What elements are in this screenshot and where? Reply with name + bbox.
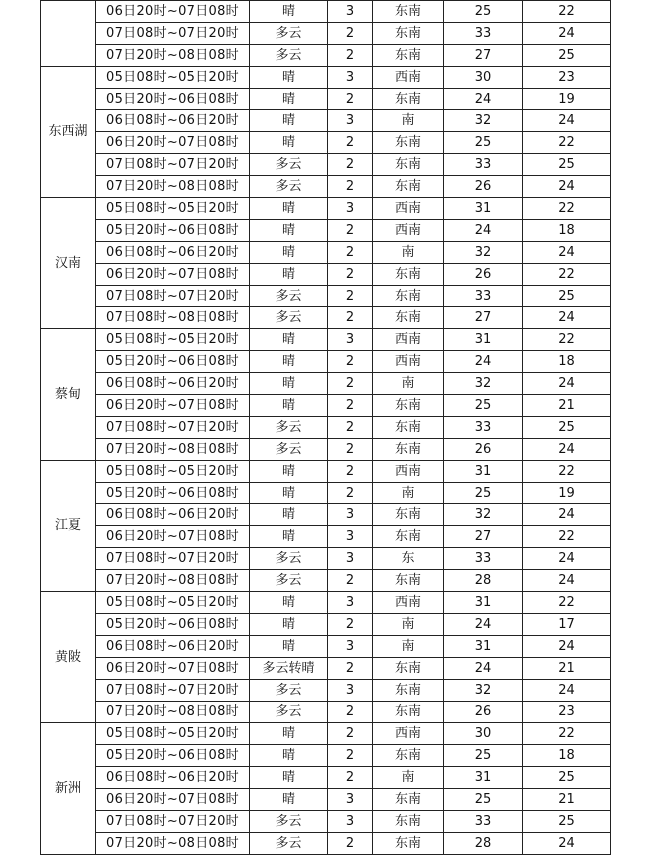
table-row — [41, 679, 611, 701]
table-row — [41, 22, 611, 44]
weather-cell: 多云 — [250, 154, 328, 176]
period-cell: 07日08时~07日20时 — [96, 285, 250, 307]
period-cell: 07日20时~08日08时 — [96, 176, 250, 198]
wind-direction-cell: 东南 — [373, 395, 444, 417]
temp-high-cell: 32 — [444, 504, 523, 526]
temp-low-cell: 24 — [523, 438, 611, 460]
weather-cell: 多云 — [250, 832, 328, 854]
table-row — [41, 110, 611, 132]
period-cell: 06日08时~06日20时 — [96, 373, 250, 395]
weather-cell: 多云 — [250, 810, 328, 832]
temp-high-cell: 26 — [444, 176, 523, 198]
table-row — [41, 548, 611, 570]
period-cell: 05日08时~05日20时 — [96, 460, 250, 482]
temp-high-cell: 31 — [444, 460, 523, 482]
wind-level-cell: 2 — [328, 767, 373, 789]
temp-high-cell: 33 — [444, 810, 523, 832]
temp-high-cell: 24 — [444, 219, 523, 241]
temp-low-cell: 18 — [523, 745, 611, 767]
wind-level-cell: 3 — [328, 66, 373, 88]
weather-cell: 晴 — [250, 526, 328, 548]
period-cell: 05日20时~06日08时 — [96, 219, 250, 241]
period-cell: 07日08时~07日20时 — [96, 22, 250, 44]
table-row — [41, 460, 611, 482]
wind-level-cell: 2 — [328, 373, 373, 395]
wind-direction-cell: 西南 — [373, 351, 444, 373]
weather-cell: 晴 — [250, 1, 328, 23]
temp-high-cell: 26 — [444, 263, 523, 285]
wind-direction-cell: 东南 — [373, 504, 444, 526]
table-row — [41, 416, 611, 438]
table-row — [41, 701, 611, 723]
temp-high-cell: 32 — [444, 110, 523, 132]
period-cell: 05日20时~06日08时 — [96, 745, 250, 767]
temp-high-cell: 33 — [444, 416, 523, 438]
period-cell: 05日20时~06日08时 — [96, 88, 250, 110]
temp-low-cell: 25 — [523, 416, 611, 438]
temp-low-cell: 22 — [523, 198, 611, 220]
forecast-table-body — [41, 1, 611, 855]
table-row — [41, 832, 611, 854]
wind-level-cell: 2 — [328, 832, 373, 854]
wind-level-cell: 2 — [328, 723, 373, 745]
table-row — [41, 66, 611, 88]
wind-direction-cell: 东南 — [373, 526, 444, 548]
table-row — [41, 789, 611, 811]
temp-low-cell: 19 — [523, 482, 611, 504]
temp-low-cell: 24 — [523, 832, 611, 854]
weather-cell: 多云 — [250, 176, 328, 198]
weather-cell: 晴 — [250, 373, 328, 395]
wind-direction-cell: 东南 — [373, 416, 444, 438]
weather-cell: 多云 — [250, 285, 328, 307]
period-cell: 06日20时~07日08时 — [96, 1, 250, 23]
period-cell: 07日08时~08日08时 — [96, 307, 250, 329]
wind-direction-cell: 东南 — [373, 154, 444, 176]
table-row — [41, 329, 611, 351]
wind-level-cell: 3 — [328, 1, 373, 23]
weather-cell: 多云 — [250, 701, 328, 723]
wind-direction-cell: 南 — [373, 482, 444, 504]
temp-low-cell: 25 — [523, 810, 611, 832]
weather-cell: 晴 — [250, 635, 328, 657]
wind-level-cell: 2 — [328, 395, 373, 417]
period-cell: 06日20时~07日08时 — [96, 789, 250, 811]
period-cell: 07日20时~08日08时 — [96, 701, 250, 723]
temp-low-cell: 22 — [523, 723, 611, 745]
table-row — [41, 504, 611, 526]
period-cell: 06日20时~07日08时 — [96, 395, 250, 417]
temp-low-cell: 22 — [523, 1, 611, 23]
temp-high-cell: 33 — [444, 154, 523, 176]
weather-cell: 晴 — [250, 329, 328, 351]
table-row — [41, 723, 611, 745]
weather-cell: 多云 — [250, 44, 328, 66]
wind-level-cell: 3 — [328, 548, 373, 570]
weather-cell: 多云 — [250, 22, 328, 44]
temp-low-cell: 25 — [523, 44, 611, 66]
wind-direction-cell: 东南 — [373, 285, 444, 307]
wind-direction-cell: 东南 — [373, 570, 444, 592]
temp-high-cell: 26 — [444, 438, 523, 460]
weather-cell: 多云 — [250, 307, 328, 329]
table-row — [41, 810, 611, 832]
temp-high-cell: 31 — [444, 635, 523, 657]
wind-level-cell: 3 — [328, 810, 373, 832]
table-row — [41, 219, 611, 241]
table-row — [41, 767, 611, 789]
wind-direction-cell: 南 — [373, 373, 444, 395]
wind-level-cell: 2 — [328, 88, 373, 110]
weather-cell: 晴 — [250, 613, 328, 635]
period-cell: 05日08时~05日20时 — [96, 723, 250, 745]
weather-cell: 晴 — [250, 241, 328, 263]
wind-direction-cell: 南 — [373, 110, 444, 132]
district-cell: 黄陂 — [41, 592, 96, 723]
period-cell: 05日08时~05日20时 — [96, 592, 250, 614]
wind-level-cell: 3 — [328, 198, 373, 220]
temp-low-cell: 24 — [523, 504, 611, 526]
wind-level-cell: 2 — [328, 219, 373, 241]
weather-cell: 多云 — [250, 548, 328, 570]
period-cell: 07日08时~07日20时 — [96, 548, 250, 570]
table-row — [41, 44, 611, 66]
wind-direction-cell: 东南 — [373, 44, 444, 66]
temp-low-cell: 22 — [523, 460, 611, 482]
wind-level-cell: 2 — [328, 176, 373, 198]
wind-level-cell: 3 — [328, 110, 373, 132]
district-cell — [41, 1, 96, 67]
wind-direction-cell: 东南 — [373, 176, 444, 198]
table-row — [41, 307, 611, 329]
temp-high-cell: 25 — [444, 132, 523, 154]
wind-direction-cell: 西南 — [373, 460, 444, 482]
table-row — [41, 526, 611, 548]
temp-low-cell: 19 — [523, 88, 611, 110]
weather-cell: 晴 — [250, 66, 328, 88]
table-row — [41, 198, 611, 220]
weather-cell: 晴 — [250, 767, 328, 789]
table-row — [41, 482, 611, 504]
period-cell: 07日20时~08日08时 — [96, 44, 250, 66]
wind-level-cell: 2 — [328, 44, 373, 66]
wind-direction-cell: 东南 — [373, 263, 444, 285]
temp-low-cell: 24 — [523, 373, 611, 395]
temp-high-cell: 31 — [444, 198, 523, 220]
wind-level-cell: 2 — [328, 241, 373, 263]
wind-direction-cell: 东南 — [373, 745, 444, 767]
wind-level-cell: 2 — [328, 745, 373, 767]
wind-direction-cell: 东南 — [373, 832, 444, 854]
wind-direction-cell: 西南 — [373, 329, 444, 351]
wind-direction-cell: 西南 — [373, 219, 444, 241]
weather-cell: 晴 — [250, 263, 328, 285]
temp-high-cell: 25 — [444, 745, 523, 767]
table-row — [41, 132, 611, 154]
temp-high-cell: 32 — [444, 679, 523, 701]
wind-direction-cell: 东南 — [373, 438, 444, 460]
district-cell: 汉南 — [41, 198, 96, 329]
temp-high-cell: 25 — [444, 789, 523, 811]
weather-cell: 晴 — [250, 132, 328, 154]
weather-cell: 多云 — [250, 438, 328, 460]
table-row — [41, 613, 611, 635]
temp-low-cell: 22 — [523, 526, 611, 548]
wind-direction-cell: 东南 — [373, 810, 444, 832]
wind-direction-cell: 东 — [373, 548, 444, 570]
weather-cell: 晴 — [250, 723, 328, 745]
wind-direction-cell: 东南 — [373, 307, 444, 329]
temp-high-cell: 31 — [444, 767, 523, 789]
temp-low-cell: 24 — [523, 110, 611, 132]
weather-cell: 多云 — [250, 416, 328, 438]
weather-cell: 多云 — [250, 679, 328, 701]
temp-low-cell: 25 — [523, 285, 611, 307]
period-cell: 05日08时~05日20时 — [96, 198, 250, 220]
period-cell: 07日20时~08日08时 — [96, 570, 250, 592]
temp-high-cell: 27 — [444, 526, 523, 548]
temp-high-cell: 25 — [444, 1, 523, 23]
weather-cell: 晴 — [250, 592, 328, 614]
weather-cell: 晴 — [250, 789, 328, 811]
temp-high-cell: 24 — [444, 88, 523, 110]
table-row — [41, 373, 611, 395]
weather-cell: 晴 — [250, 395, 328, 417]
wind-level-cell: 2 — [328, 460, 373, 482]
wind-level-cell: 2 — [328, 613, 373, 635]
period-cell: 06日20时~07日08时 — [96, 657, 250, 679]
period-cell: 07日08时~07日20时 — [96, 810, 250, 832]
wind-direction-cell: 东南 — [373, 132, 444, 154]
wind-level-cell: 3 — [328, 635, 373, 657]
temp-high-cell: 32 — [444, 241, 523, 263]
wind-level-cell: 3 — [328, 789, 373, 811]
wind-direction-cell: 东南 — [373, 88, 444, 110]
temp-high-cell: 33 — [444, 285, 523, 307]
forecast-sheet — [40, 0, 610, 855]
temp-low-cell: 21 — [523, 657, 611, 679]
district-cell: 蔡甸 — [41, 329, 96, 460]
weather-cell: 晴 — [250, 460, 328, 482]
wind-direction-cell: 西南 — [373, 723, 444, 745]
wind-level-cell: 2 — [328, 570, 373, 592]
temp-high-cell: 28 — [444, 832, 523, 854]
temp-low-cell: 21 — [523, 789, 611, 811]
weather-cell: 晴 — [250, 745, 328, 767]
wind-direction-cell: 南 — [373, 241, 444, 263]
temp-low-cell: 22 — [523, 592, 611, 614]
wind-direction-cell: 南 — [373, 767, 444, 789]
district-cell: 东西湖 — [41, 66, 96, 197]
period-cell: 07日20时~08日08时 — [96, 832, 250, 854]
temp-low-cell: 24 — [523, 241, 611, 263]
temp-high-cell: 24 — [444, 657, 523, 679]
temp-high-cell: 30 — [444, 66, 523, 88]
temp-low-cell: 22 — [523, 329, 611, 351]
wind-level-cell: 3 — [328, 592, 373, 614]
wind-direction-cell: 西南 — [373, 592, 444, 614]
wind-direction-cell: 东南 — [373, 22, 444, 44]
wind-level-cell: 2 — [328, 22, 373, 44]
period-cell: 06日20时~07日08时 — [96, 526, 250, 548]
period-cell: 06日20时~07日08时 — [96, 132, 250, 154]
period-cell: 06日20时~07日08时 — [96, 263, 250, 285]
wind-level-cell: 2 — [328, 416, 373, 438]
table-row — [41, 570, 611, 592]
table-row — [41, 176, 611, 198]
table-row — [41, 241, 611, 263]
temp-high-cell: 30 — [444, 723, 523, 745]
wind-direction-cell: 东南 — [373, 1, 444, 23]
period-cell: 06日08时~06日20时 — [96, 504, 250, 526]
temp-low-cell: 21 — [523, 395, 611, 417]
period-cell: 06日08时~06日20时 — [96, 767, 250, 789]
temp-high-cell: 25 — [444, 395, 523, 417]
wind-level-cell: 2 — [328, 351, 373, 373]
temp-high-cell: 25 — [444, 482, 523, 504]
period-cell: 07日20时~08日08时 — [96, 438, 250, 460]
wind-level-cell: 2 — [328, 132, 373, 154]
temp-high-cell: 24 — [444, 613, 523, 635]
period-cell: 05日20时~06日08时 — [96, 351, 250, 373]
table-row — [41, 285, 611, 307]
wind-direction-cell: 西南 — [373, 66, 444, 88]
table-row — [41, 438, 611, 460]
wind-level-cell: 2 — [328, 482, 373, 504]
table-row — [41, 592, 611, 614]
wind-level-cell: 3 — [328, 526, 373, 548]
wind-level-cell: 3 — [328, 329, 373, 351]
temp-low-cell: 24 — [523, 176, 611, 198]
weather-cell: 晴 — [250, 110, 328, 132]
wind-level-cell: 2 — [328, 285, 373, 307]
wind-direction-cell: 东南 — [373, 789, 444, 811]
temp-high-cell: 26 — [444, 701, 523, 723]
table-row — [41, 88, 611, 110]
temp-low-cell: 24 — [523, 22, 611, 44]
period-cell: 07日08时~07日20时 — [96, 416, 250, 438]
temp-high-cell: 33 — [444, 548, 523, 570]
period-cell: 06日08时~06日20时 — [96, 241, 250, 263]
forecast-table — [40, 0, 611, 855]
temp-low-cell: 18 — [523, 351, 611, 373]
wind-direction-cell: 东南 — [373, 701, 444, 723]
temp-high-cell: 33 — [444, 22, 523, 44]
temp-high-cell: 28 — [444, 570, 523, 592]
wind-direction-cell: 东南 — [373, 679, 444, 701]
period-cell: 05日20时~06日08时 — [96, 613, 250, 635]
period-cell: 06日08时~06日20时 — [96, 635, 250, 657]
temp-low-cell: 25 — [523, 154, 611, 176]
wind-direction-cell: 南 — [373, 613, 444, 635]
weather-cell: 晴 — [250, 219, 328, 241]
period-cell: 07日08时~07日20时 — [96, 154, 250, 176]
weather-cell: 晴 — [250, 88, 328, 110]
weather-cell: 晴 — [250, 504, 328, 526]
table-row — [41, 745, 611, 767]
temp-low-cell: 24 — [523, 307, 611, 329]
temp-low-cell: 24 — [523, 570, 611, 592]
period-cell: 07日08时~07日20时 — [96, 679, 250, 701]
temp-low-cell: 22 — [523, 263, 611, 285]
table-row — [41, 1, 611, 23]
wind-level-cell: 2 — [328, 307, 373, 329]
wind-level-cell: 2 — [328, 263, 373, 285]
temp-low-cell: 17 — [523, 613, 611, 635]
table-row — [41, 351, 611, 373]
table-row — [41, 657, 611, 679]
temp-low-cell: 22 — [523, 132, 611, 154]
temp-low-cell: 23 — [523, 66, 611, 88]
wind-level-cell: 2 — [328, 701, 373, 723]
wind-level-cell: 2 — [328, 438, 373, 460]
period-cell: 05日08时~05日20时 — [96, 66, 250, 88]
wind-level-cell: 3 — [328, 504, 373, 526]
temp-low-cell: 24 — [523, 548, 611, 570]
temp-low-cell: 25 — [523, 767, 611, 789]
temp-low-cell: 23 — [523, 701, 611, 723]
table-row — [41, 635, 611, 657]
temp-low-cell: 18 — [523, 219, 611, 241]
temp-high-cell: 24 — [444, 351, 523, 373]
table-row — [41, 154, 611, 176]
temp-high-cell: 32 — [444, 373, 523, 395]
wind-level-cell: 2 — [328, 154, 373, 176]
district-cell: 江夏 — [41, 460, 96, 591]
temp-high-cell: 27 — [444, 307, 523, 329]
temp-high-cell: 31 — [444, 592, 523, 614]
temp-low-cell: 24 — [523, 679, 611, 701]
district-cell: 新洲 — [41, 723, 96, 854]
weather-cell: 晴 — [250, 482, 328, 504]
wind-direction-cell: 南 — [373, 635, 444, 657]
weather-cell: 多云转晴 — [250, 657, 328, 679]
period-cell: 05日08时~05日20时 — [96, 329, 250, 351]
weather-cell: 晴 — [250, 198, 328, 220]
table-row — [41, 395, 611, 417]
temp-low-cell: 24 — [523, 635, 611, 657]
temp-high-cell: 31 — [444, 329, 523, 351]
weather-cell: 晴 — [250, 351, 328, 373]
wind-direction-cell: 西南 — [373, 198, 444, 220]
wind-level-cell: 2 — [328, 657, 373, 679]
table-row — [41, 263, 611, 285]
weather-cell: 多云 — [250, 570, 328, 592]
wind-direction-cell: 东南 — [373, 657, 444, 679]
period-cell: 05日20时~06日08时 — [96, 482, 250, 504]
wind-level-cell: 3 — [328, 679, 373, 701]
period-cell: 06日08时~06日20时 — [96, 110, 250, 132]
temp-high-cell: 27 — [444, 44, 523, 66]
